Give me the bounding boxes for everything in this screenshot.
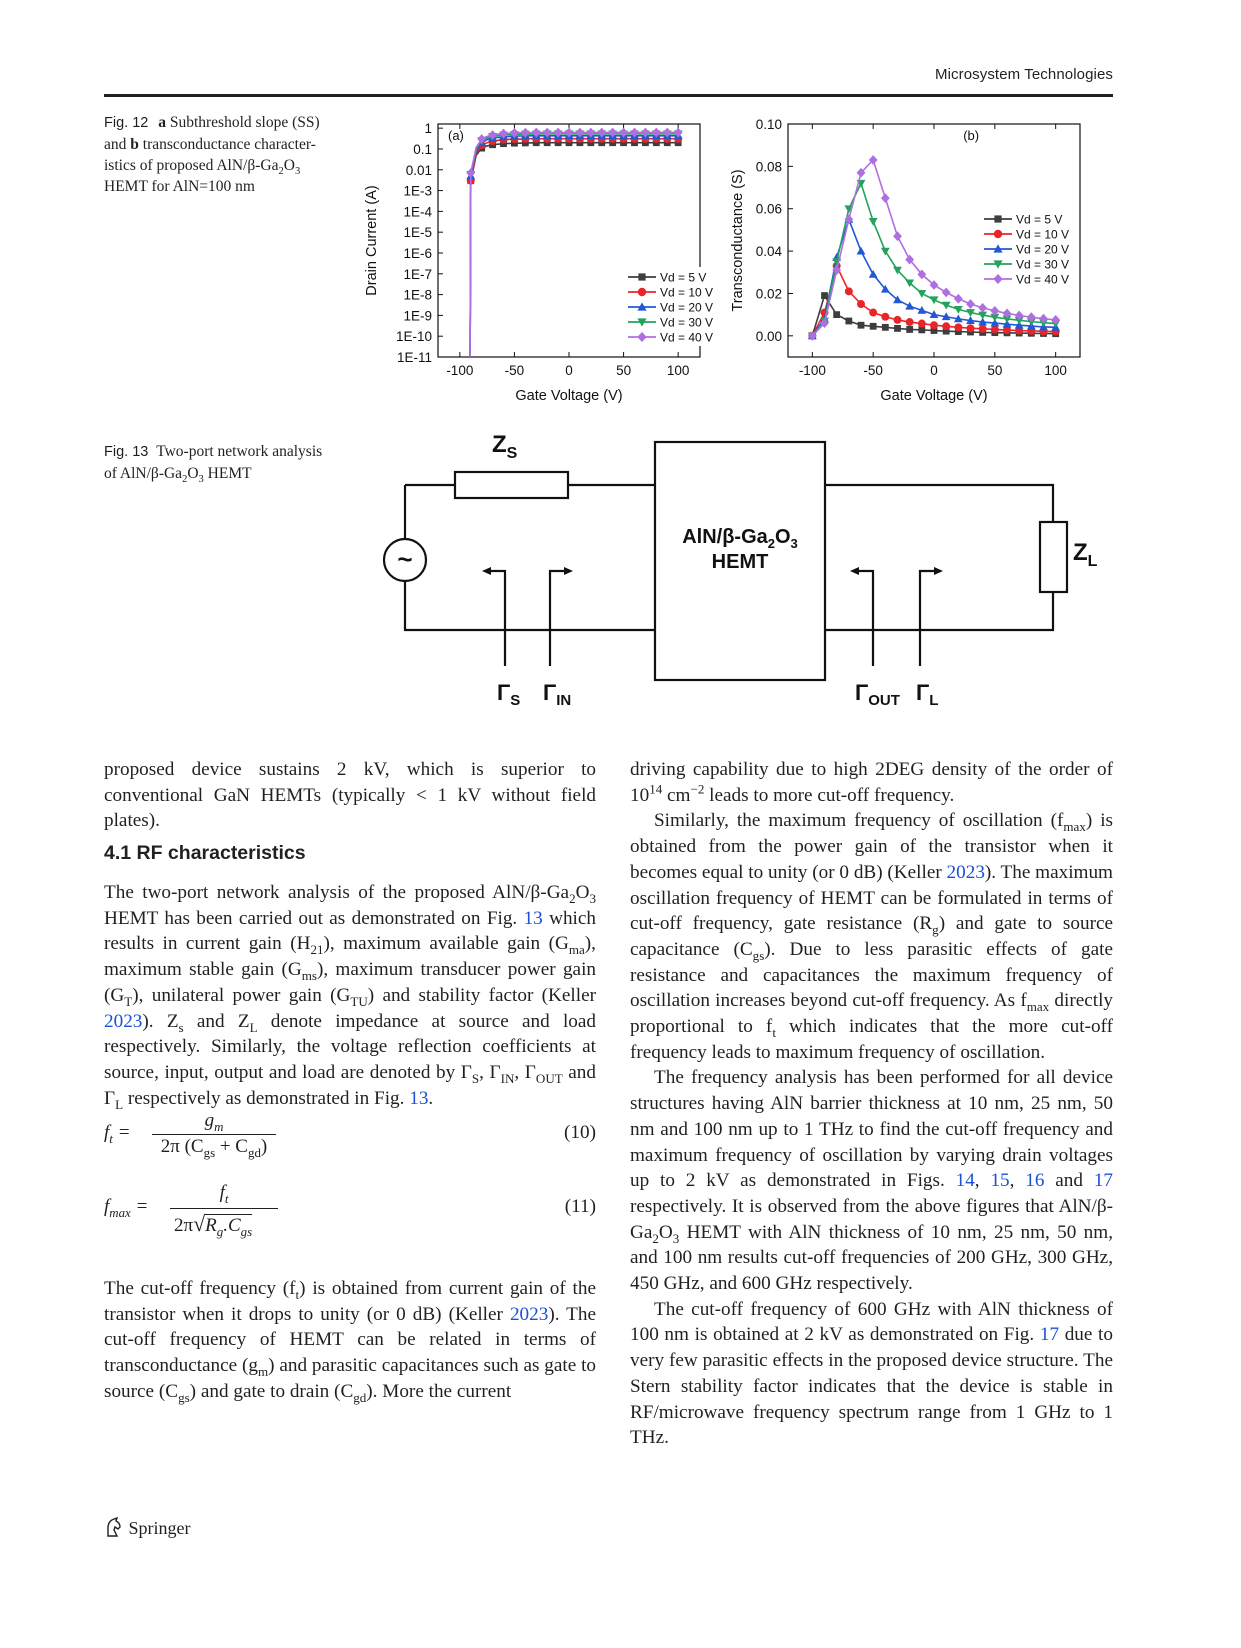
- hemt-label-line1: AlN/$\beta-Ga_2O_3$: [682, 526, 798, 551]
- right-para3: The frequency analysis has been performed for all device structures having AlN barrier thickness at 10 nm, 25 nm, 50 nm and 100 nm up to 1 THz to find the cut-off frequency and maximum frequency of oscillation by varying drain voltages up to 2 kV as demonstrated in Figs. 14, 15, 16 and 17 respectively. It is observed from the above figures that AlN/$\beta-Ga_2O_3$ HEMT with AlN thickness of 10 nm, 25 nm, 50 nm, and 100 nm results cut-off frequencies of 200 GHz, 300 GHz, 450 GHz, and 600 GHz respectively.: [630, 1067, 1114, 1295]
- y-tick-label: 0.00: [755, 328, 782, 344]
- legend-label: Vd = 40 V: [1016, 272, 1070, 287]
- data-point: [857, 247, 866, 255]
- zl-label: $Z_L$: [1073, 539, 1098, 570]
- x-tick-label: 0: [565, 363, 573, 378]
- data-point: [638, 288, 646, 296]
- gamma-l-line: [920, 571, 937, 666]
- ac-source-icon: ~: [397, 544, 413, 574]
- fig12-part-a: a: [158, 114, 166, 131]
- data-point: [882, 324, 889, 331]
- fig13-caption: Fig. 13 Two-port network analysis of AlN/$\beta-Ga_2O_3$ HEMT: [104, 443, 323, 486]
- fig17-link[interactable]: 17: [1093, 1170, 1114, 1192]
- arrow-right-icon: [934, 567, 943, 575]
- wire-left-bottom: [405, 580, 655, 630]
- left-column: [104, 757, 596, 834]
- data-point: [942, 287, 951, 297]
- equation-number: (10): [564, 1122, 596, 1143]
- y-tick-label: 1E-8: [403, 287, 432, 303]
- right-para4: The cut-off frequency of 600 GHz with AlN thickness of 100 nm is obtained at 2 kV as demonstrated on Fig. 17 due to very few parasitic effects in the proposed device structure. The Stern stability factor indicates that the device is stable in RF/microwave frequency spectrum range from 1 GHz to 1 THz.: [630, 1298, 1113, 1449]
- data-point: [893, 231, 902, 241]
- data-point: [845, 287, 853, 295]
- x-axis-label: Gate Voltage (V): [880, 388, 988, 404]
- data-point: [869, 309, 877, 317]
- data-point: [869, 218, 878, 226]
- fig12-caption-line3: istics of proposed AlN/β-Ga: [104, 157, 279, 174]
- fig13-caption-line1: Two-port network analysis: [156, 443, 323, 460]
- x-tick-label: -100: [798, 363, 826, 378]
- right-para2: Similarly, the maximum frequency of oscillation $(f_{max})$ is obtained from the power gain of the transistor when it becomes equal to unity (or 0 dB) (Keller 2023). The maximum oscillation frequency of HEMT can be formulated in terms of cut-off frequency, gate resistance $(R_g)$ and gate to source capacitance $(C_{gs})$. Due to less parasitic effects of gate resistance and capacitances the maximum frequency of oscillation increases beyond cut-off frequency. As $f_{max}$ directly proportional to $f_t$ which indicates that the more cut-off frequency leads to maximum frequency of oscillation.: [630, 810, 1114, 1063]
- data-point: [954, 294, 963, 304]
- y-tick-label: 1E-4: [403, 204, 432, 220]
- data-point: [966, 299, 975, 309]
- panel-label: (a): [448, 128, 464, 143]
- zs-label: $Z_S$: [492, 431, 518, 462]
- fig12-caption-line4: HEMT for AlN=100 nm: [104, 178, 255, 195]
- y-tick-label: 1E-11: [396, 350, 432, 365]
- legend-label: Vd = 30 V: [660, 315, 714, 330]
- sub: 3: [294, 166, 301, 178]
- right-para1: driving capability due to high 2DEG density of the order of $10^{14}$ $cm^{-2}$ leads to more cut-off frequency.: [630, 759, 1113, 806]
- header-rule: [104, 94, 1113, 97]
- data-point: [954, 323, 962, 331]
- fig12-caption-line2-pre: and: [104, 136, 131, 153]
- legend-label: Vd = 10 V: [660, 285, 714, 300]
- x-tick-label: -100: [446, 363, 474, 378]
- y-tick-label: 0.02: [755, 286, 782, 302]
- data-point: [857, 300, 865, 308]
- footer: [104, 1516, 191, 1539]
- legend-label: Vd = 20 V: [1016, 242, 1070, 257]
- panel-label: (b): [963, 128, 980, 143]
- fraction-bar: [170, 1208, 278, 1209]
- arrow-left-icon: [482, 567, 491, 575]
- data-point: [978, 303, 987, 313]
- data-point: [991, 325, 999, 333]
- data-point: [906, 318, 914, 326]
- sub: 2: [278, 166, 284, 178]
- legend-label: Vd = 10 V: [1016, 227, 1070, 242]
- data-point: [917, 290, 926, 298]
- fig13-diagram: [360, 430, 1120, 730]
- fig13-caption-line2: of AlN/β-Ga: [104, 465, 183, 482]
- y-tick-label: 1E-5: [403, 225, 432, 241]
- y-tick-label: 1E-7: [403, 266, 432, 282]
- fraction-bar: [152, 1134, 276, 1135]
- fig12-part-b: b: [130, 136, 139, 153]
- arrow-left-icon: [850, 567, 859, 575]
- data-point: [894, 316, 902, 324]
- y-axis-label: Drain Current (A): [364, 185, 380, 296]
- y-tick-label: 0.04: [755, 244, 782, 260]
- legend-label: Vd = 20 V: [660, 300, 714, 315]
- y-tick-label: 0.01: [405, 162, 432, 178]
- data-point: [906, 326, 913, 333]
- data-point: [979, 325, 987, 333]
- left-para2: The two-port network analysis of the proposed AlN/$\beta-Ga_2O_3$ HEMT has been carried out as demonstrated on Fig. 13 which results in current gain $(H_{21})$, maximum available gain $(G_{ma})$, maximum stable gain $(G_{ms})$, maximum transducer power gain $(G_T)$, unilateral power gain $(G_{TU})$ and stability factor (Keller 2023). $Z_s$ and $Z_L$ denote impedance at source and load respectively. Similarly, the voltage reflection coefficients at source, input, output and load are denoted by $\Gamma_S$, $\Gamma_{IN}$, $\Gamma_{OUT}$ and $\Gamma_L$ respectively as demonstrated in Fig. 13.: [104, 882, 596, 1112]
- data-point: [833, 311, 840, 318]
- citation-link[interactable]: 2023: [509, 1303, 549, 1325]
- fig17-link[interactable]: 17: [1039, 1324, 1060, 1346]
- data-point: [821, 292, 828, 299]
- left-para1: proposed device sustains 2 kV, which is superior to conventional GaN HEMTs (typically < 1 kV without field plates).: [104, 759, 596, 832]
- fig12b-chart: [730, 112, 1120, 417]
- data-point: [918, 320, 926, 328]
- data-point: [869, 270, 878, 278]
- x-tick-label: 100: [1044, 363, 1067, 378]
- x-tick-label: -50: [504, 363, 525, 378]
- citation-link[interactable]: 2023: [946, 861, 985, 883]
- fig12a-chart: [360, 112, 740, 417]
- citation-link[interactable]: 2023: [104, 1010, 143, 1032]
- publisher-name: Springer: [128, 1518, 191, 1538]
- fig12-caption: Fig. 12 a Subthreshold slope (SS) and b transconductance character- istics of proposed AlN/$\beta-Ga_2O_3$ HEMT for AlN=100 nm: [104, 114, 320, 195]
- data-point: [881, 193, 890, 203]
- gamma-l-label: $\Gamma_L$: [916, 680, 939, 709]
- data-point: [858, 322, 865, 329]
- fig15-link[interactable]: 15: [990, 1170, 1010, 1192]
- wire-right-top: [825, 485, 1053, 522]
- data-point: [905, 302, 914, 310]
- data-point: [930, 321, 938, 329]
- legend-label: Vd = 5 V: [1016, 212, 1063, 227]
- y-tick-label: 0.10: [755, 117, 782, 132]
- equation-10: $f_t$ = $g_m$ 2π $(C_{gs} + C_{gd})$ (10): [104, 1110, 596, 1160]
- fig14-link[interactable]: 14: [955, 1170, 975, 1192]
- zl-resistor: [1040, 522, 1067, 592]
- section-heading: 4.1 RF characteristics: [104, 842, 306, 864]
- data-point: [638, 273, 645, 280]
- data-point: [870, 323, 877, 330]
- x-axis-label: Gate Voltage (V): [515, 388, 623, 404]
- data-point: [845, 318, 852, 325]
- x-tick-label: 50: [616, 363, 632, 378]
- arrow-right-icon: [564, 567, 573, 575]
- data-point: [881, 313, 889, 321]
- x-tick-label: 0: [930, 363, 938, 378]
- data-point: [994, 230, 1002, 238]
- equation-number: (11): [564, 1196, 596, 1217]
- gamma-out-label: $\Gamma_{OUT}$: [855, 680, 900, 709]
- y-tick-label: 0.06: [755, 201, 782, 217]
- y-tick-label: 1E-6: [403, 245, 432, 261]
- running-head: Microsystem Technologies: [934, 66, 1113, 83]
- legend-label: Vd = 30 V: [1016, 257, 1070, 272]
- data-point: [967, 324, 975, 332]
- fig12-caption-line2-post: transconductance character-: [138, 136, 316, 153]
- left-para3: The cut-off frequency $(f_t)$ is obtained from current gain of the transistor when it drops to unity (or 0 dB) (Keller 2023). The cut-off frequency of HEMT can be related in terms of transconductance $(g_m)$ and parasitic capacitances such as gate to source $(C_{gs})$ and gate to drain $(C_{gd})$. More the current: [104, 1278, 597, 1405]
- legend-label: Vd = 40 V: [660, 330, 714, 345]
- y-axis-label: Transconductance (S): [730, 169, 746, 312]
- wire-right-bottom: [825, 592, 1053, 630]
- y-tick-label: 0.08: [755, 159, 782, 175]
- legend-label: Vd = 5 V: [660, 270, 707, 285]
- fig16-link[interactable]: 16: [1025, 1170, 1045, 1192]
- right-column: [630, 757, 1113, 1451]
- y-tick-label: 1E-9: [403, 308, 432, 324]
- fig13-link[interactable]: 13: [523, 907, 543, 929]
- x-tick-label: 50: [987, 363, 1003, 378]
- gamma-out-line: [856, 571, 873, 666]
- gamma-s-label: $\Gamma_S$: [497, 680, 521, 709]
- gamma-s-line: [488, 571, 505, 666]
- zs-resistor: [455, 472, 568, 498]
- hemt-label-line2: HEMT: [711, 551, 769, 573]
- fig12-caption-line1: Subthreshold slope (SS): [169, 114, 320, 131]
- data-point: [942, 322, 950, 330]
- y-tick-label: 0.1: [413, 141, 432, 157]
- y-tick-label: 1E-3: [403, 183, 432, 199]
- fig13-label: Fig. 13: [104, 444, 149, 460]
- sub: 2: [182, 474, 188, 486]
- fig13-link[interactable]: 13: [409, 1087, 429, 1109]
- fig12-label: Fig. 12: [104, 115, 149, 131]
- sub: 3: [198, 474, 204, 486]
- x-tick-label: 100: [666, 363, 690, 378]
- x-tick-label: -50: [863, 363, 883, 378]
- gamma-in-line: [550, 571, 567, 666]
- y-tick-label: 1E-10: [395, 329, 432, 345]
- data-point: [994, 215, 1001, 222]
- springer-horse-logo-icon: [104, 1516, 124, 1538]
- data-point: [894, 325, 901, 332]
- y-tick-label: 1: [424, 121, 432, 137]
- fig13-caption-end: HEMT: [203, 465, 252, 482]
- equation-11: $f_{max}$ = $f_t$ $2\pi√R_g.C_{gs}$ (11): [104, 1182, 596, 1239]
- data-point: [881, 248, 890, 256]
- gamma-in-label: $\Gamma_{IN}$: [543, 680, 572, 709]
